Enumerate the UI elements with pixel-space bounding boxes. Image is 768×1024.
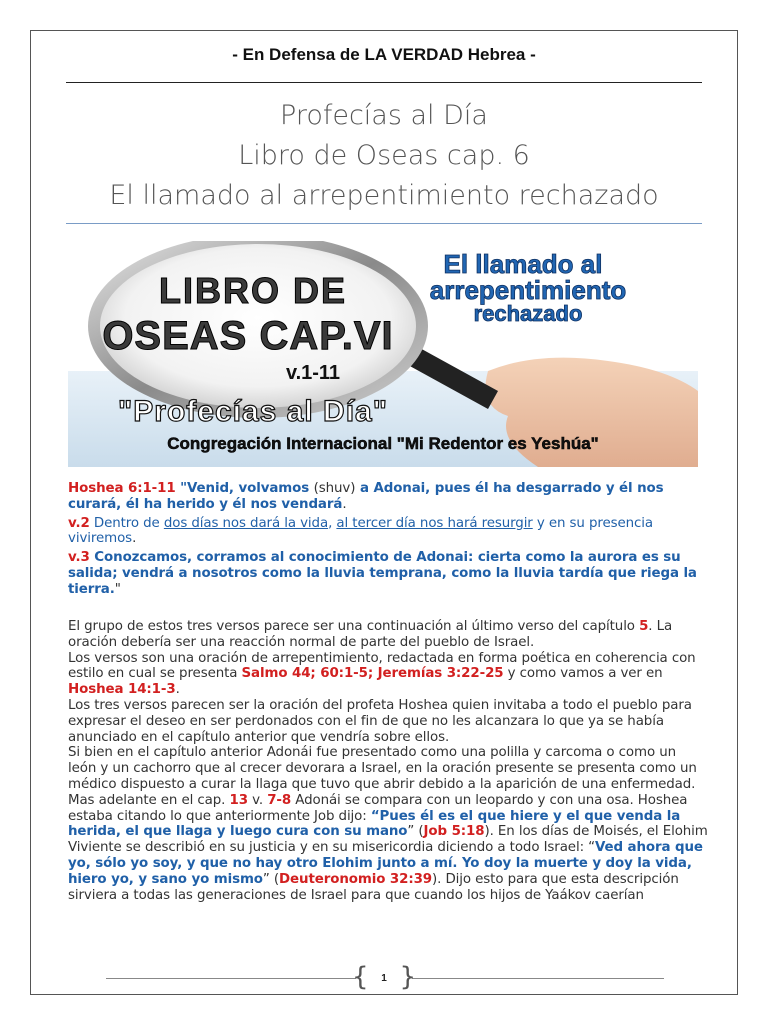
title-divider	[66, 223, 702, 224]
svg-text:LIBRO DE: LIBRO DE	[158, 270, 348, 311]
magnifier-banner-illustration	[68, 241, 698, 467]
svg-text:OSEAS CAP.VI: OSEAS CAP.VI	[102, 314, 394, 358]
header-divider	[66, 82, 702, 83]
page-number-box	[352, 962, 416, 993]
svg-text:"Profecías al Día": "Profecías al Día"	[118, 395, 388, 428]
verse-2: v.2 Dentro de dos días nos dará la vida, al tercer día nos hará resurgir y en su presencia viviremos.	[68, 515, 653, 547]
commentary-paragraph-3: Los tres versos parecen ser la oración del profeta Hoshea quien invitaba a todo el pueblo para expresar el deseo en ser perdonados con el fin de que no les alcanzara lo que ya se había anunciado en el capítulo anterior que vendría sobre ellos.	[68, 697, 692, 745]
verse-2-reference: v.2	[68, 515, 90, 531]
right-brace-icon: }	[399, 962, 416, 992]
title-line-3: El llamado al arrepentimiento rechazado	[109, 180, 659, 211]
verse-3: v.3 Conozcamos, corramos al conocimiento de Adonai: cierta como la aurora es su salida; vendrá a nosotros como la lluvia temprana, como la lluvia tardía que riega la tierra."	[68, 550, 697, 597]
verse-block	[68, 481, 708, 598]
verse-1-reference: Hoshea 6:1-11	[68, 481, 176, 496]
commentary-paragraph-2: Los versos son una oración de arrepentimiento, redactada en forma poética en coherencia con estilo en cual se presenta Salmo 44; 60:1-5; Jeremías 3:22-25 y como vamos a ver en Hoshea 14:1-3.	[68, 650, 696, 698]
svg-text:Congregación Internacional "Mi: Congregación Internacional "Mi Redentor es Yeshúa"	[167, 434, 599, 453]
page-number: 1	[381, 973, 387, 984]
svg-text:v.1-11: v.1-11	[285, 362, 341, 384]
title-line-1: Profecías al Día	[280, 100, 488, 131]
footer-rule-right	[412, 978, 664, 979]
verse-3-reference: v.3	[68, 550, 90, 566]
svg-text:rechazado: rechazado	[473, 301, 583, 326]
page-title	[30, 96, 738, 216]
footer-rule-left	[106, 978, 356, 979]
commentary-block	[68, 619, 708, 903]
verse-1: Hoshea 6:1-11 "Venid, volvamos (shuv) a Adonai, pues él ha desgarrado y él nos curará, él ha herido y él nos vendará.	[68, 481, 664, 512]
svg-text:El llamado al: El llamado al	[443, 249, 603, 279]
left-brace-icon: {	[352, 962, 369, 992]
title-line-2: Libro de Oseas cap. 6	[238, 140, 530, 171]
document-header: - En Defensa de LA VERDAD Hebrea -	[232, 45, 536, 64]
svg-text:arrepentimiento: arrepentimiento	[429, 275, 627, 305]
banner-image	[68, 241, 698, 467]
commentary-paragraph-1: El grupo de estos tres versos parece ser una continuación al último verso del capítulo 5. La oración debería ser una reacción normal de parte del pueblo de Israel.	[68, 619, 673, 650]
commentary-paragraph-4: Si bien en el capítulo anterior Adonái fue presentado como una polilla y carcoma o como un león y un cachorro que al crecer devorara a Israel, en la oración presente se presenta como un médico dispuesto a curar la llaga que tuvo que abrir debido a la aparición de una enfermedad. Mas adelante en el cap. 13 v. 7-8 Adonái se compara con un leopardo y con una osa. Hoshea estaba citando lo que anteriormente Job dijo: “Pues él es el que hiere y el que venda la herida, el que llaga y luego cura con su mano” (Job 5:18). En los días de Moisés, el Elohim Viviente se describió en su justicia y en su misericordia diciendo a todo Israel: “Ved ahora que yo, sólo yo soy, y que no hay otro Elohim junto a mí. Yo doy la muerte y doy la vida, hiero yo, y sano yo mismo” (Deuteronomio 32:39). Dijo esto para que esta descripción sirviera a todas las generaciones de Israel para que cuando los hijos de Yaákov caerían	[68, 745, 708, 903]
